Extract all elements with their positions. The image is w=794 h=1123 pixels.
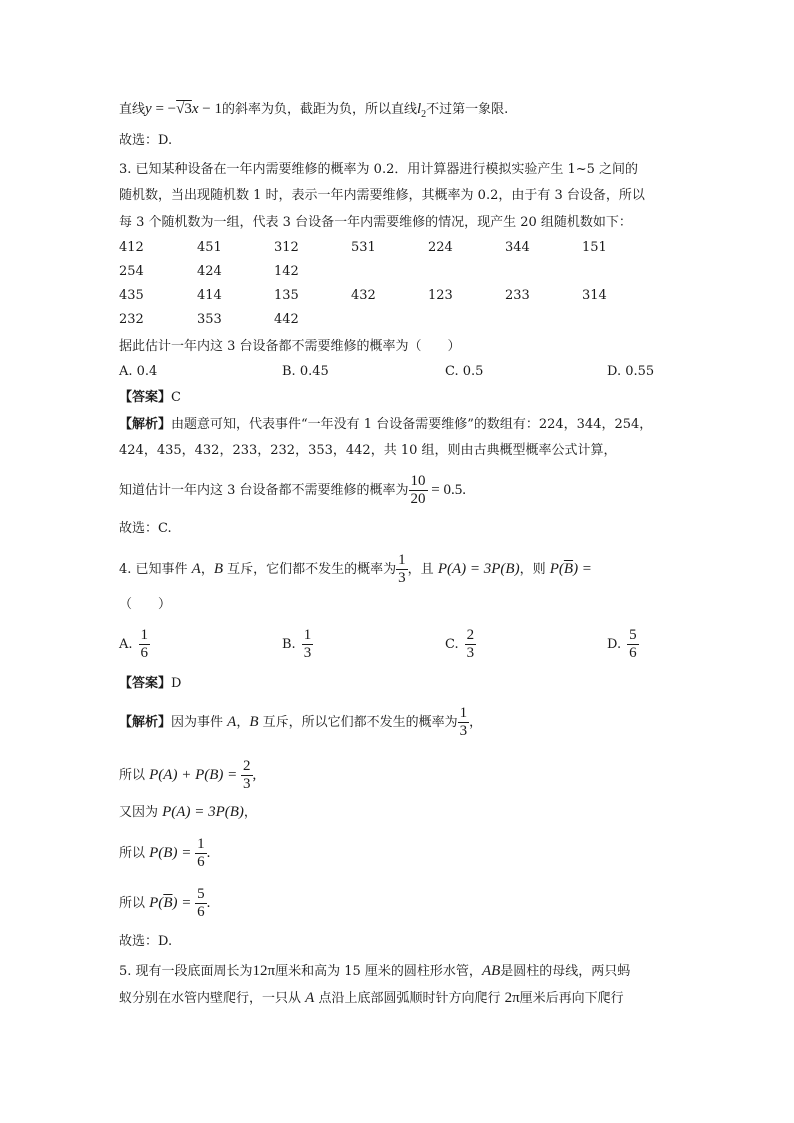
q3-option-b: B. 0.45 — [282, 364, 329, 379]
q4-option-a: A. $\frac{1}{6}$ — [119, 627, 149, 661]
q3-option-d: D. 0.55 — [607, 364, 655, 379]
text: 的斜率为负，截距为负，所以直线 — [221, 102, 417, 117]
random-number: 412 — [119, 240, 144, 255]
fraction-one-third: $\frac{1}{3}$ — [398, 552, 406, 586]
q3-question: 据此估计一年内这 3 台设备都不需要维修的概率为（ ） — [119, 339, 461, 354]
q4-option-b: B. $\frac{1}{3}$ — [282, 627, 312, 661]
random-number: 123 — [428, 288, 453, 303]
random-number: 314 — [582, 288, 607, 303]
q3-analysis-line1: 【解析】由题意可知，代表事件“一年没有 1 台设备需要维修”的数组有：224，344，254， — [119, 417, 653, 432]
random-number: 135 — [274, 288, 299, 303]
p-not-b: $P(\overline{B})$ = — [549, 561, 592, 577]
q3-analysis-line2: 424，435，432，233，232，353，442，共 10 组，则由古典概型概率公式计算， — [119, 443, 617, 458]
random-number: 344 — [505, 240, 530, 255]
prev-choice: 故选：D. — [119, 133, 173, 148]
fraction-10-20: $\frac{10}{20}$ — [410, 473, 426, 507]
q5-stem-line2: 蚁分别在水管内壁爬行，一只从 A 点沿上底部圆弧顺时针方向爬行 2π厘米后再向下爬行 — [119, 990, 624, 1006]
q4-analysis-line5: 所以 $P(\overline{B})$ = $\frac{5}{6}$ . — [119, 886, 211, 920]
q4-paren: （ ） — [119, 597, 172, 612]
random-number: 531 — [351, 240, 376, 255]
q3-option-c: C. 0.5 — [445, 364, 484, 379]
q3-stem-line2: 随机数，当出现随机数 1 时，表示一年内需要维修，其概率为 0.2，由于有 3 台设备，所以 — [119, 188, 645, 203]
random-number: 424 — [197, 264, 222, 279]
q4-analysis-line2: 所以 P(A) + P(B) = $\frac{2}{3}$ , — [119, 758, 257, 792]
line-equation: y = −√3x − 1 — [145, 101, 222, 117]
q4-answer: 【答案】D — [119, 676, 182, 691]
prev-conclusion — [119, 99, 508, 125]
q4-analysis-line3: 又因为 P(A) = 3P(B)， — [119, 804, 257, 820]
text: 不过第一象限. — [426, 102, 509, 117]
q4-analysis-line1: 【解析】因为事件 A，B 互斥，所以它们都不发生的概率为 $\frac{1}{3}$ ， — [119, 705, 483, 739]
q3-analysis-line3: 知道估计一年内这 3 台设备都不需要维修的概率为 $\frac{10}{20}$ = 0.5. — [119, 473, 467, 507]
q3-answer: 【答案】C — [119, 390, 181, 405]
random-number: 451 — [197, 240, 222, 255]
q3-stem-line3: 每 3 个随机数为一组，代表 3 台设备一年内需要维修的情况，现产生 20 组随机数如下： — [119, 215, 632, 230]
random-number: 151 — [582, 240, 607, 255]
random-number: 353 — [197, 312, 222, 327]
q4-choice: 故选：D. — [119, 934, 173, 949]
random-number: 233 — [505, 288, 530, 303]
random-number: 414 — [197, 288, 222, 303]
random-number: 435 — [119, 288, 144, 303]
random-number: 312 — [274, 240, 299, 255]
q3-stem-line1: 3. 已知某种设备在一年内需要维修的概率为 0.2．用计算器进行模拟实验产生 1~5 之间的 — [119, 162, 639, 177]
text: 直线 — [119, 102, 146, 117]
random-number: 254 — [119, 264, 144, 279]
random-number: 224 — [428, 240, 453, 255]
random-number: 432 — [351, 288, 376, 303]
q3-choice: 故选：C. — [119, 521, 172, 536]
q4-stem: 4. 已知事件 A，B 互斥，它们都不发生的概率为 $\frac{1}{3}$ ，且 P(A) = 3P(B)，则 $P(\overline{B})$ = — [119, 552, 592, 586]
q4-option-d: D. $\frac{5}{6}$ — [607, 627, 637, 661]
q4-analysis-line4: 所以 P(B) = $\frac{1}{6}$ . — [119, 836, 211, 870]
q3-option-a: A. 0.4 — [119, 364, 158, 379]
random-number: 142 — [274, 264, 299, 279]
q4-option-c: C. $\frac{2}{3}$ — [445, 627, 475, 661]
q5-stem-line1: 5. 现有一段底面周长为12π厘米和高为 15 厘米的圆柱形水管，AB是圆柱的母线，两只蚂 — [119, 963, 631, 979]
line-l2: $l_2$ — [417, 101, 427, 120]
random-number: 442 — [274, 312, 299, 327]
random-number: 232 — [119, 312, 144, 327]
